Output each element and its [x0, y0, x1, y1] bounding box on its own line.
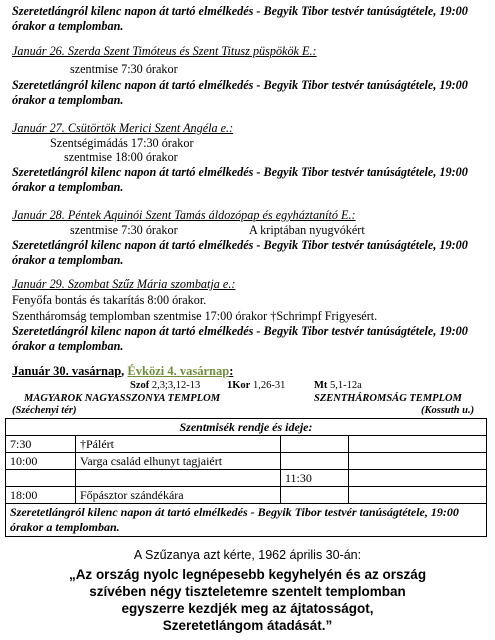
- novena-note-jan26: Szeretetlángról kilenc napon át tartó elmélkedés - Begyik Tibor testvér tanúságtétele, 19:00 órakor a templomban.: [12, 78, 468, 107]
- row1-time: 7:30: [6, 436, 76, 453]
- reading-2-book: 1Kor: [227, 380, 251, 391]
- day-line-jan27-mass: szentmise 18:00 órakor: [64, 150, 178, 164]
- church-right-name: SZENTHÁROMSÁG TEMPLOM: [314, 393, 462, 404]
- row2-intention2: [349, 453, 487, 470]
- quote-intro: A Szűzanya azt kérte, 1962 április 30-án:: [133, 548, 362, 562]
- sunday-date: Január 30. vasárnap: [12, 364, 122, 378]
- sunday-colon: :: [229, 364, 234, 378]
- day-line-jan29-cleanup: Fenyőfa bontás és takarítás 8:00 órakor.: [12, 293, 207, 307]
- day-title-jan28: Január 28. Péntek Aquinói Szent Tamás áldozópap és egyháztanító E.:: [12, 208, 356, 222]
- day-title-jan26: Január 26. Szerda Szent Timóteus és Szent Titusz püspökök E.:: [12, 44, 317, 58]
- reading-3: [314, 380, 362, 392]
- row3-intention: [76, 470, 281, 487]
- row2-time: 10:00: [6, 453, 76, 470]
- reading-1-book: Szof: [130, 380, 150, 391]
- row2-intention: Varga család elhunyt tagjaiért: [76, 453, 281, 470]
- day-title-jan27: Január 27. Csütörtök Merici Szent Angéla e.:: [12, 121, 234, 135]
- reading-1-ref: 2,3;3,12-13: [151, 380, 201, 391]
- table-row: [6, 453, 487, 470]
- row4-intention2: [349, 487, 487, 504]
- novena-note-top: Szeretetlángról kilenc napon át tartó elmélkedés - Begyik Tibor testvér tanúságtétele, 19:00 órakor a templomban.: [12, 4, 468, 33]
- novena-note-jan28: Szeretetlángról kilenc napon át tartó elmélkedés - Begyik Tibor testvér tanúságtétele, 19:00 órakor a templomban.: [12, 238, 468, 267]
- novena-note-jan27: Szeretetlángról kilenc napon át tartó elmélkedés - Begyik Tibor testvér tanúságtétele, 19:00 órakor a templomban.: [12, 165, 468, 194]
- table-novena-row: [6, 504, 487, 537]
- reading-3-book: Mt: [314, 380, 328, 391]
- row2-time2: [281, 453, 349, 470]
- church-left-name: MAGYAROK NAGYASSZONYA TEMPLOM: [24, 393, 221, 404]
- day-line-jan28-intention: A kriptában nyugvókért: [249, 223, 365, 237]
- quote-body: [0, 566, 495, 634]
- row3-time: [6, 470, 76, 487]
- row4-time: 18:00: [6, 487, 76, 504]
- row1-intention: †Pálért: [76, 436, 281, 453]
- table-row: [6, 470, 487, 487]
- day-line-jan27-adoration: Szentségimádás 17:30 órakor: [50, 136, 194, 150]
- table-title: Szentmisék rendje és ideje:: [6, 419, 487, 436]
- church-left-address: (Széchenyi tér): [12, 405, 77, 416]
- sunday-heading: [12, 364, 233, 379]
- reading-1: [130, 380, 200, 392]
- day-title-jan29: Január 29. Szombat Szűz Mária szombatja e.:: [12, 277, 236, 291]
- row4-time2: [281, 487, 349, 504]
- novena-note-jan29: Szeretetlángról kilenc napon át tartó elmélkedés - Begyik Tibor testvér tanúságtétele, 19:00 órakor a templomban.: [12, 324, 468, 353]
- day-line-jan28-mass: szentmise 7:30 órakor: [70, 223, 178, 237]
- table-novena-note: Szeretetlángról kilenc napon át tartó elmélkedés - Begyik Tibor testvér tanúságtétele, 19:00 órakor a templomban.: [6, 504, 487, 537]
- quote-line-3: egyszerre kezdjék meg az ájtatosságot,: [121, 601, 374, 616]
- quote-line-1: „Az ország nyolc legnépesebb kegyhelyén és az ország: [68, 567, 427, 582]
- row3-intention2: [349, 470, 487, 487]
- reading-2-ref: 1,26-31: [252, 380, 286, 391]
- reading-3-ref: 5,1-12a: [330, 380, 362, 391]
- quote-line-4: Szeretetlángom átadását.”: [162, 618, 333, 633]
- day-line-jan29-mass: Szentháromság templomban szentmise 17:00 órakor †Schrimpf Frigyesért.: [12, 309, 378, 323]
- row4-intention: Főpásztor szándékára: [76, 487, 281, 504]
- day-line-jan26-mass: szentmise 7:30 órakor: [70, 62, 178, 76]
- table-row: [6, 487, 487, 504]
- row1-intention2: [349, 436, 487, 453]
- row1-time2: [281, 436, 349, 453]
- reading-2: [227, 380, 285, 392]
- row3-time2: 11:30: [281, 470, 349, 487]
- quote-line-2: szívében négy tiszteletemre szentelt templomban: [89, 584, 406, 599]
- sunday-name: Évközi 4. vasárnap: [127, 364, 230, 378]
- table-title-row: [6, 419, 487, 436]
- church-right-address: (Kossuth u.): [421, 405, 475, 416]
- mass-schedule-table: [5, 418, 487, 537]
- table-row: [6, 436, 487, 453]
- sunday-sep: ,: [121, 364, 128, 378]
